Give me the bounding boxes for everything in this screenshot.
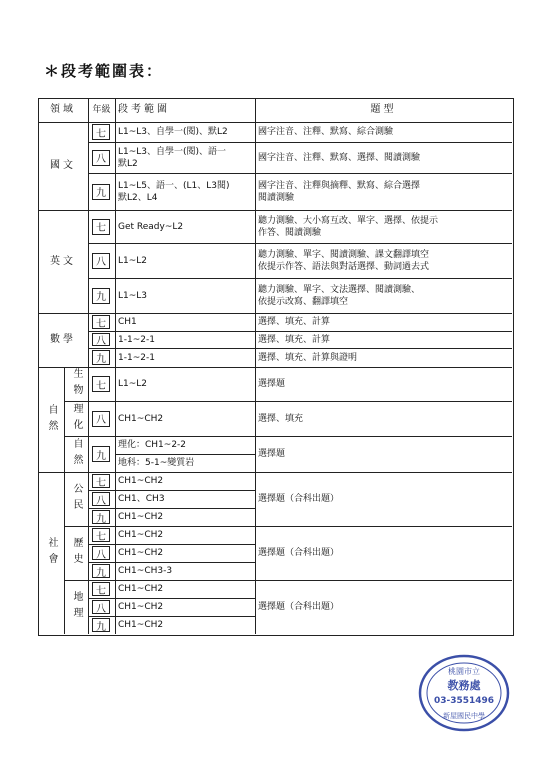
header-scope: 段考範圍 (118, 104, 170, 115)
header-domain: 領域 (50, 104, 76, 115)
social-scope: CH1~CH2 (118, 620, 164, 630)
social-scope: CH1~CH2 (118, 584, 164, 594)
science-scope: L1~L2 (118, 379, 148, 389)
math-types: 選擇、填充、計算 (258, 317, 331, 327)
social-types: 選擇題（合科出題） (258, 602, 340, 612)
grade-badge: 八 (92, 492, 110, 506)
math-label: 數學 (50, 334, 76, 345)
social-types: 選擇題（合科出題） (258, 548, 340, 558)
chinese-label: 國文 (50, 160, 76, 171)
science-label: 自然 (46, 403, 57, 436)
grade-badge: 八 (92, 600, 110, 614)
english-types: 聽力測驗、單字、閱讀測驗、課文翻譯填空 依提示作答、語法與對話選擇、動詞過去式 (258, 249, 430, 272)
science-scope: CH1~CH2 (118, 413, 164, 424)
math-scope: 1-1~2-1 (118, 334, 155, 345)
science-types: 選擇、填充 (258, 413, 304, 424)
science-sub-label: 自然 (71, 438, 82, 470)
science-sub-label: 理化 (71, 402, 82, 435)
column-divider (64, 367, 65, 472)
social-sub-label: 歷史 (71, 537, 82, 569)
chinese-types: 國字注音、注釋、默寫、綜合測驗 (258, 127, 394, 137)
column-divider (115, 98, 116, 634)
social-scope: CH1~CH2 (118, 530, 164, 540)
school-seal (416, 652, 512, 734)
chinese-scope: L1~L3、自學一(閱)、語一 默L2 (118, 146, 227, 169)
science-scope-b: 地科：5-1~變質岩 (118, 458, 195, 468)
seal-top-text: 桃園市立 (448, 667, 480, 676)
column-divider (255, 98, 256, 634)
math-scope: 1-1~2-1 (118, 352, 155, 363)
grade-badge: 九 (92, 288, 110, 304)
social-sub-label: 地理 (71, 591, 82, 623)
grade-badge: 七 (92, 124, 110, 140)
grade-badge: 七 (92, 376, 110, 392)
science-types: 選擇題 (258, 449, 286, 459)
seal-office-text: 教務處 (447, 679, 481, 692)
grade-badge: 八 (92, 411, 110, 427)
row-divider (115, 454, 255, 455)
english-types: 聽力測驗、單字、文法選擇、閱讀測驗、 依提示改寫、翻譯填空 (258, 284, 421, 307)
grade-badge: 九 (92, 350, 110, 365)
grade-badge: 九 (92, 510, 110, 524)
grade-badge: 九 (92, 184, 110, 200)
chinese-types: 國字注音、注釋、默寫、選擇、閱讀測驗 (258, 152, 421, 163)
chinese-scope: L1~L5、語一、(L1、L3閱) 默L2、L4 (118, 180, 230, 203)
column-divider (64, 472, 65, 634)
math-types: 選擇、填充、計算 (258, 334, 331, 345)
grade-badge: 七 (92, 528, 110, 542)
grade-badge: 八 (92, 546, 110, 560)
science-scope-a: 理化：CH1~2-2 (118, 440, 187, 450)
social-scope: CH1~CH2 (118, 548, 164, 558)
grade-badge: 七 (92, 219, 110, 235)
social-label: 社會 (46, 537, 57, 569)
chinese-types: 國字注音、注釋與摘釋、默寫、綜合選擇 閱讀測驗 (258, 180, 421, 203)
social-scope: CH1~CH3-3 (118, 566, 173, 576)
seal-bottom-text: 新屋國民中學 (443, 712, 485, 720)
grade-badge: 九 (92, 446, 110, 462)
english-types: 聽力測驗、大小寫互改、單字、選擇、依提示 作答、閱讀測驗 (258, 215, 439, 238)
social-scope: CH1~CH2 (118, 512, 164, 522)
math-scope: CH1 (118, 317, 137, 327)
grade-badge: 八 (92, 150, 110, 166)
social-scope: CH1~CH2 (118, 602, 164, 612)
science-types: 選擇題 (258, 379, 286, 389)
page-title: ＊段考範圍表： (44, 62, 164, 80)
chinese-scope: L1~L3、自學一(閱)、默L2 (118, 127, 228, 137)
social-sub-label: 公民 (71, 483, 82, 515)
grade-badge: 八 (92, 333, 110, 346)
english-scope: L1~L3 (118, 290, 148, 301)
social-types: 選擇題（合科出題） (258, 494, 340, 504)
grade-badge: 七 (92, 582, 110, 596)
grade-badge: 九 (92, 564, 110, 578)
grade-badge: 七 (92, 474, 110, 488)
grade-badge: 七 (92, 315, 110, 329)
english-label: 英文 (50, 255, 76, 267)
header-types: 題型 (370, 104, 397, 115)
social-scope: CH1~CH2 (118, 476, 164, 486)
grade-badge: 九 (92, 618, 110, 632)
header-grade: 年級 (92, 105, 111, 115)
english-scope: Get Ready~L2 (118, 221, 184, 232)
science-sub-label: 生物 (71, 368, 82, 400)
math-types: 選擇、填充、計算與證明 (258, 352, 358, 363)
english-scope: L1~L2 (118, 255, 148, 266)
grade-badge: 八 (92, 253, 110, 269)
social-scope: CH1、CH3 (118, 494, 165, 504)
column-divider (88, 98, 89, 634)
seal-phone-text: 03-3551496 (433, 696, 495, 706)
